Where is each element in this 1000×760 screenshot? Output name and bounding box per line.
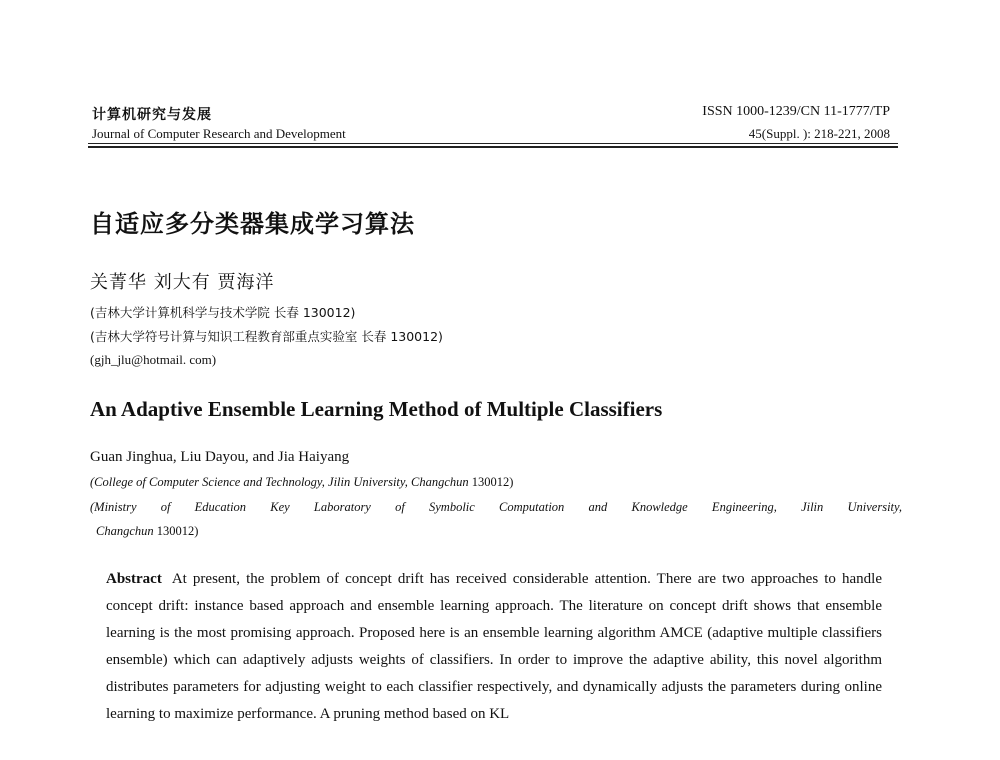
paper-title-cn: 自适应多分类器集成学习算法: [90, 210, 415, 238]
abstract-text: At present, the problem of concept drift has received considerable attention. There are two approaches to handle concept drift: instance based approach and ensemble learning approach. The literature on concept drift shows that ensemble learning is the most promising approach. Proposed here is an ensemble learning algorithm AMCE (adaptive multiple classifiers ensemble) which can adaptively adjusts weights of classifiers. In order to improve the adaptive ability, this novel algorithm distributes parameters for adjusting weight to each classifier respectively, and dynamically adjusts the parameters during online learning to maximize performance. A pruning method based on KL: [106, 571, 882, 722]
affiliation-en-1-text: (College of Computer Science and Technology, Jilin University, Changchun: [90, 475, 469, 489]
journal-name-en: Journal of Computer Research and Development: [92, 126, 346, 141]
affiliation-en-2-code: 130012): [156, 524, 199, 538]
authors-cn: 关菁华 刘大有 贾海洋: [90, 272, 275, 293]
affiliation-en-1: [90, 475, 513, 490]
affiliation-en-2-city: Changchun: [96, 524, 154, 538]
paper-title-en: An Adaptive Ensemble Learning Method of Multiple Classifiers: [90, 397, 663, 421]
affiliation-cn-2: (吉林大学符号计算与知识工程教育部重点实验室 长春 130012): [90, 329, 443, 344]
author-email: (gjh_jlu@hotmail. com): [90, 352, 217, 367]
abstract: [106, 566, 882, 728]
affiliation-en-2: (Ministry of Education Key Laboratory of Symbolic Computation and Knowledge Engineering, Jilin University,: [90, 500, 902, 514]
affiliation-en-1-code: 130012): [471, 475, 514, 489]
affiliation-en-2-cont: [96, 524, 198, 539]
header-rule-thin: [88, 143, 898, 144]
abstract-label: Abstract: [106, 571, 162, 587]
affiliation-cn-1: (吉林大学计算机科学与技术学院 长春 130012): [90, 305, 356, 320]
volume-label: 45(Suppl. ): 218-221, 2008: [748, 126, 890, 141]
journal-name-cn: 计算机研究与发展: [92, 108, 212, 123]
authors-en: Guan Jinghua, Liu Dayou, and Jia Haiyang: [90, 449, 350, 465]
issn-label: ISSN 1000-1239/CN 11-1777/TP: [702, 104, 890, 119]
header-rule-thick: [88, 146, 898, 148]
